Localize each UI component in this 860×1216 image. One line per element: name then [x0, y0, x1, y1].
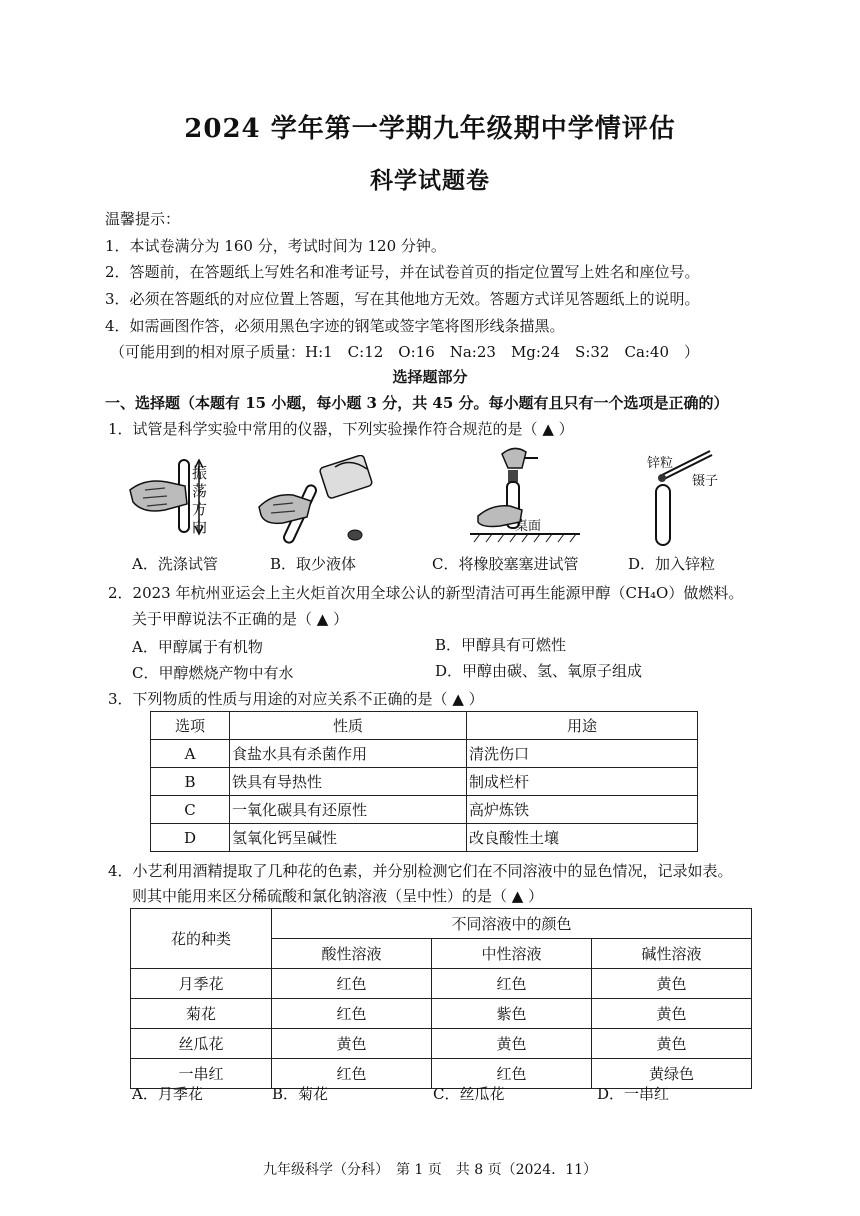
table-row	[151, 768, 698, 796]
q2-option-a[interactable]: A．甲醇属于有机物	[132, 638, 263, 656]
q1-fig-a-text-3: 方	[192, 500, 208, 518]
q4-option-c[interactable]: C．丝瓜花	[433, 1085, 505, 1103]
notice-item-3: 3．必须在答题纸的对应位置上答题，写在其他地方无效。答题方式详见答题纸上的说明。	[105, 290, 700, 308]
q2-stem-line-2: 关于甲醇说法不正确的是（ ▲ ）	[132, 610, 349, 628]
q4-option-b[interactable]: B．菊花	[272, 1085, 329, 1103]
q3-table-header	[151, 712, 698, 740]
q4-row-2-base: 黄色	[592, 999, 752, 1029]
q4-row-2-acid: 红色	[272, 999, 432, 1029]
q2-option-d[interactable]: D．甲醇由碳、氢、氧原子组成	[435, 662, 643, 680]
q3-row-a-use: 清洗伤口	[467, 740, 698, 768]
notice-item-4: 4．如需画图作答，必须用黑色字迹的钢笔或签字笔将图形线条描黑。	[105, 317, 565, 335]
part-one-heading: 一、选择题（本题有 15 小题，每小题 3 分，共 45 分。每小题有且只有一个选项是正确的）	[105, 394, 729, 412]
notice-item-2: 2．答题前，在答题纸上写姓名和准考证号，并在试卷首页的指定位置写上姓名和座位号。	[105, 263, 700, 281]
q4-table-header-row-1	[131, 909, 752, 939]
notice-heading: 温馨提示：	[105, 210, 181, 228]
table-row	[131, 969, 752, 999]
q3-header-option: 选项	[151, 712, 230, 740]
exam-title: 2024 学年第一学期九年级期中学情评估	[184, 114, 676, 144]
q1-option-a[interactable]: A．洗涤试管	[132, 555, 218, 573]
q1-option-c[interactable]: C．将橡胶塞塞进试管	[432, 555, 579, 573]
q3-stem: 3．下列物质的性质与用途的对应关系不正确的是（ ▲ ）	[108, 690, 484, 708]
q3-row-b-use: 制成栏杆	[467, 768, 698, 796]
table-row	[131, 999, 752, 1029]
q4-stem-line-2: 则其中能用来区分稀硫酸和氯化钠溶液（呈中性）的是（ ▲ ）	[132, 887, 544, 905]
q1-option-b[interactable]: B．取少液体	[270, 555, 357, 573]
q4-row-1-neutral: 红色	[432, 969, 592, 999]
q4-row-2-flower: 菊花	[131, 999, 272, 1029]
q4-row-4-neutral: 红色	[432, 1059, 592, 1089]
q4-header-flower: 花的种类	[131, 909, 272, 969]
q3-row-b-property: 铁具有导热性	[230, 768, 467, 796]
q4-header-group: 不同溶液中的颜色	[272, 909, 752, 939]
page-footer: 九年级科学（分科） 第 1 页 共 8 页（2024．11）	[262, 1162, 598, 1178]
q3-table	[150, 711, 698, 852]
q3-row-d-property: 氢氧化钙呈碱性	[230, 824, 467, 852]
q3-header-use: 用途	[467, 712, 698, 740]
q1-fig-c-table-label: 桌面	[515, 519, 542, 534]
q2-option-c[interactable]: C．甲醇燃烧产物中有水	[132, 664, 294, 682]
notice-item-1: 1．本试卷满分为 160 分，考试时间为 120 分钟。	[105, 237, 446, 255]
q1-option-d[interactable]: D．加入锌粒	[628, 555, 716, 573]
q1-fig-a-text-2: 荡	[192, 482, 208, 500]
section-title: 选择题部分	[392, 368, 468, 386]
q4-header-base: 碱性溶液	[592, 939, 752, 969]
exam-subtitle: 科学试题卷	[370, 167, 490, 194]
q4-row-3-acid: 黄色	[272, 1029, 432, 1059]
table-row	[151, 824, 698, 852]
table-row	[151, 796, 698, 824]
q1-figure-b	[255, 455, 385, 550]
q4-header-acid: 酸性溶液	[272, 939, 432, 969]
q4-row-2-neutral: 紫色	[432, 999, 592, 1029]
q4-header-neutral: 中性溶液	[432, 939, 592, 969]
q4-option-d[interactable]: D．一串红	[597, 1085, 670, 1103]
q3-row-c-use: 高炉炼铁	[467, 796, 698, 824]
q1-fig-a-text-4: 向	[192, 518, 208, 536]
q3-row-a-option: A	[151, 740, 230, 768]
q4-row-1-acid: 红色	[272, 969, 432, 999]
q4-row-3-neutral: 黄色	[432, 1029, 592, 1059]
q1-fig-a-text-1: 振	[192, 464, 208, 482]
q4-option-a[interactable]: A．月季花	[132, 1085, 203, 1103]
q4-stem-line-1: 4．小艺利用酒精提取了几种花的色素，并分别检测它们在不同溶液中的显色情况，记录如表。	[108, 862, 733, 880]
q3-row-a-property: 食盐水具有杀菌作用	[230, 740, 467, 768]
q4-row-4-flower: 一串红	[131, 1059, 272, 1089]
q1-fig-d-tweezers-label: 镊子	[692, 474, 719, 489]
q3-row-c-option: C	[151, 796, 230, 824]
table-row	[131, 1029, 752, 1059]
q2-stem-line-1: 2．2023 年杭州亚运会上主火炬首次用全球公认的新型清洁可再生能源甲醇（CH₄O）做燃料。	[108, 584, 744, 602]
q3-row-d-use: 改良酸性土壤	[467, 824, 698, 852]
q4-row-4-base: 黄绿色	[592, 1059, 752, 1089]
q1-fig-d-zinc-label: 锌粒	[647, 456, 674, 471]
atomic-mass-line: （可能用到的相对原子质量：H:1 C:12 O:16 Na:23 Mg:24 S:32 Ca:40 ）	[110, 343, 700, 361]
q4-row-1-base: 黄色	[592, 969, 752, 999]
q3-row-d-option: D	[151, 824, 230, 852]
q3-header-property: 性质	[230, 712, 467, 740]
q2-option-b[interactable]: B．甲醇具有可燃性	[435, 636, 567, 654]
q4-row-3-base: 黄色	[592, 1029, 752, 1059]
q4-table	[130, 908, 752, 1089]
q4-row-4-acid: 红色	[272, 1059, 432, 1089]
q1-stem: 1．试管是科学实验中常用的仪器，下列实验操作符合规范的是（ ▲ ）	[108, 420, 574, 438]
q4-row-1-flower: 月季花	[131, 969, 272, 999]
q3-row-c-property: 一氧化碳具有还原性	[230, 796, 467, 824]
table-row	[151, 740, 698, 768]
q4-row-3-flower: 丝瓜花	[131, 1029, 272, 1059]
q3-row-b-option: B	[151, 768, 230, 796]
